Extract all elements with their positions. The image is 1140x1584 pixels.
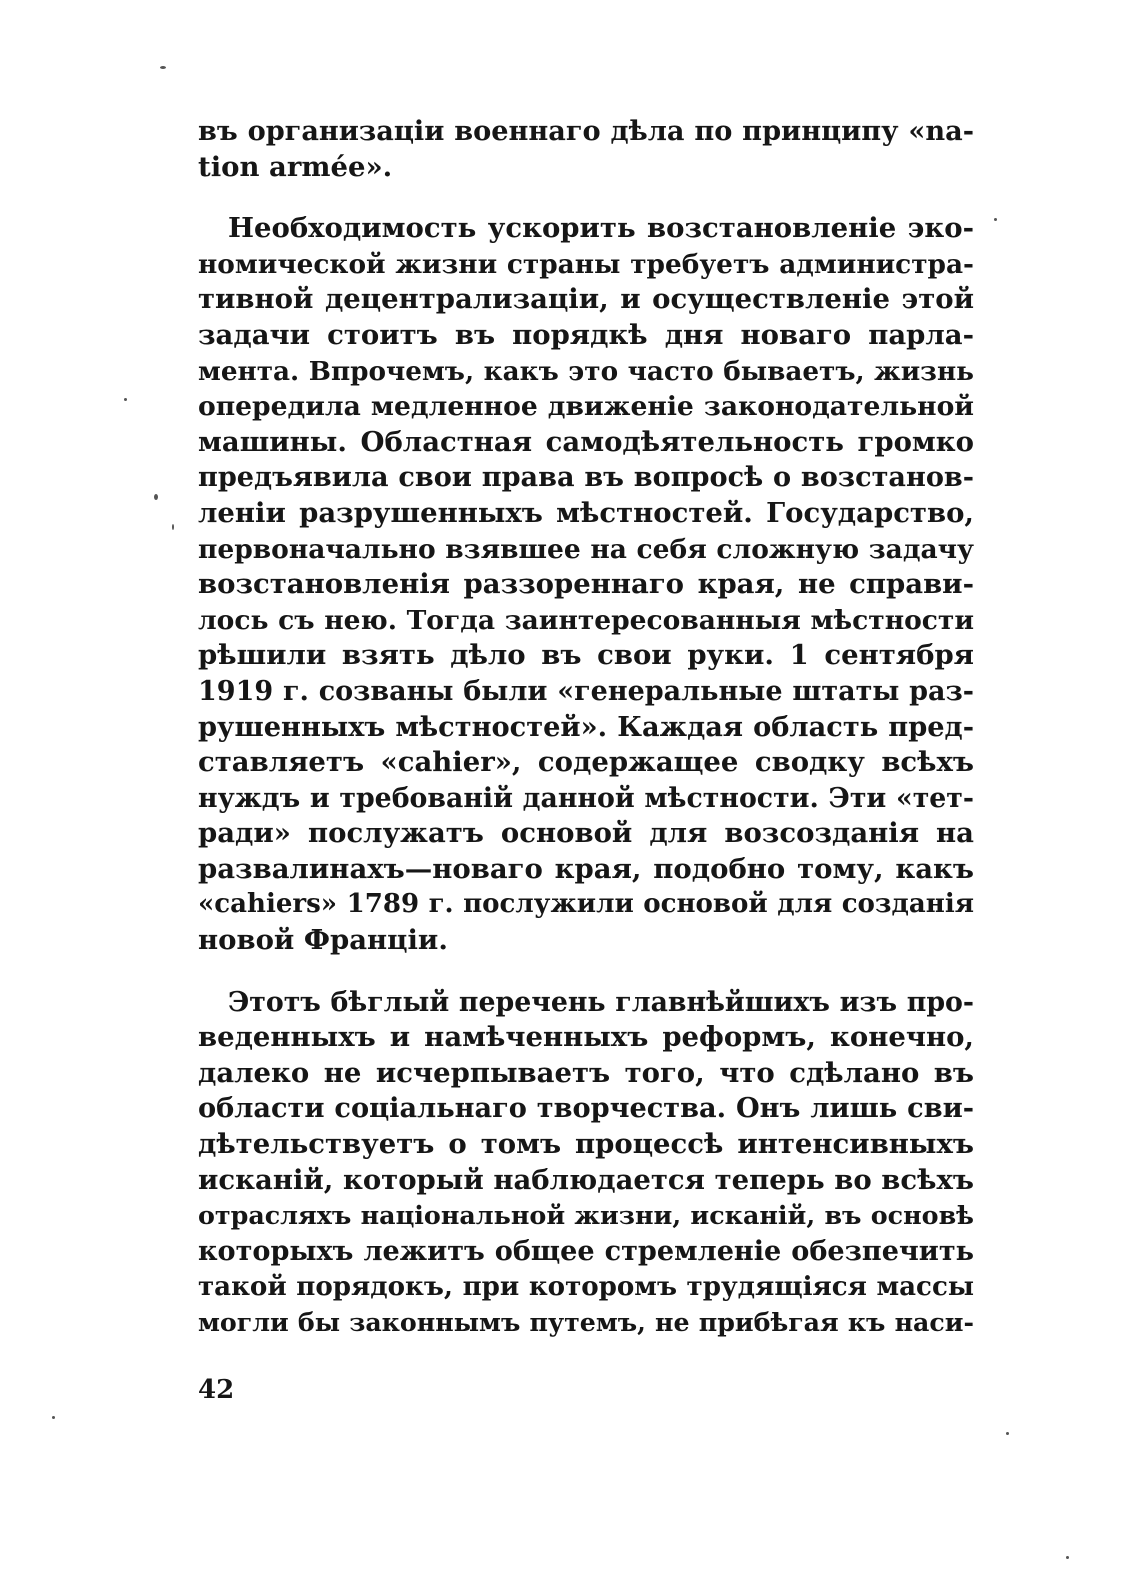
- text-line: рѣшили взять дѣло въ свои руки. 1 сентября: [198, 639, 974, 672]
- scan-speck: [994, 218, 997, 221]
- text-line: которыхъ лежитъ общее стремленіе обезпечить: [198, 1235, 974, 1267]
- text-line: tion armée».: [198, 150, 393, 183]
- text-line: задачи стоитъ въ порядкѣ дня новаго парла-: [198, 318, 974, 351]
- text-line: отрасляхъ національной жизни, исканій, въ основѣ: [198, 1200, 974, 1231]
- scan-speck: [172, 524, 174, 530]
- scan-speck: [124, 398, 127, 401]
- text-line: въ организаціи военнаго дѣла по принципу «na-: [198, 115, 974, 147]
- text-line: могли бы законнымъ путемъ, не прибѣгая къ наси-: [198, 1307, 974, 1337]
- text-line: веденныхъ и намѣченныхъ реформъ, конечно,: [198, 1021, 974, 1054]
- text-line: Необходимость ускорить возстановленіе эко-: [228, 212, 974, 245]
- paragraph-3: [198, 985, 974, 1341]
- scan-speck: [1066, 1556, 1069, 1559]
- text-line: первоначально взявшее на себя сложную задачу: [198, 533, 974, 565]
- scan-speck: [160, 66, 166, 69]
- text-line: тивной децентрализаціи, и осуществленіе этой: [198, 283, 974, 316]
- text-line: опередила медленное движеніе законодательной: [198, 391, 974, 423]
- text-line: рушенныхъ мѣстностей». Каждая область пред-: [198, 710, 974, 743]
- paragraph-1: [198, 114, 974, 185]
- text-line: нуждъ и требованій данной мѣстности. Эти «тет-: [198, 782, 974, 814]
- text-line: лось съ нею. Тогда заинтересованныя мѣстности: [198, 604, 974, 636]
- text-line: исканій, который наблюдается теперь во всѣхъ: [198, 1163, 974, 1196]
- scan-speck: [52, 1416, 55, 1419]
- text-line: возстановленія раззореннаго края, не справи-: [198, 568, 974, 601]
- text-line: леніи разрушенныхъ мѣстностей. Государство,: [198, 496, 974, 529]
- page-number: 42: [198, 1375, 235, 1405]
- text-line: новой Франціи.: [198, 924, 448, 957]
- text-line: мента. Впрочемъ, какъ это часто бываетъ, жизнь: [198, 355, 974, 387]
- text-line: машины. Областная самодѣятельность громко: [198, 425, 974, 458]
- text-line: ставляетъ «cahier», содержащее сводку всѣхъ: [198, 746, 974, 779]
- text-line: «cahiers» 1789 г. послужили основой для созданія: [198, 889, 974, 920]
- text-line: дѣтельствуетъ о томъ процессѣ интенсивныхъ: [198, 1128, 974, 1161]
- body-text: [198, 114, 974, 1341]
- text-line: области соціальнаго творчества. Онъ лишь сви-: [198, 1092, 974, 1125]
- text-line: номической жизни страны требуетъ администра-: [198, 248, 974, 280]
- text-line: предъявила свои права въ вопросѣ о возстанов-: [198, 462, 974, 494]
- text-line: Этотъ бѣглый перечень главнѣйшихъ изъ про-: [228, 986, 974, 1018]
- text-line: далеко не исчерпываетъ того, что сдѣлано въ: [198, 1056, 974, 1089]
- text-line: 1919 г. созваны были «генеральные штаты раз-: [198, 675, 974, 707]
- text-line: ради» послужатъ основой для возсозданія на: [198, 817, 974, 850]
- scan-speck: [1006, 1432, 1009, 1435]
- paragraph-2: [198, 211, 974, 958]
- text-line: развалинахъ—новаго края, подобно тому, какъ: [198, 852, 974, 885]
- scan-speck: [154, 494, 158, 500]
- text-line: такой порядокъ, при которомъ трудящіяся массы: [198, 1271, 974, 1303]
